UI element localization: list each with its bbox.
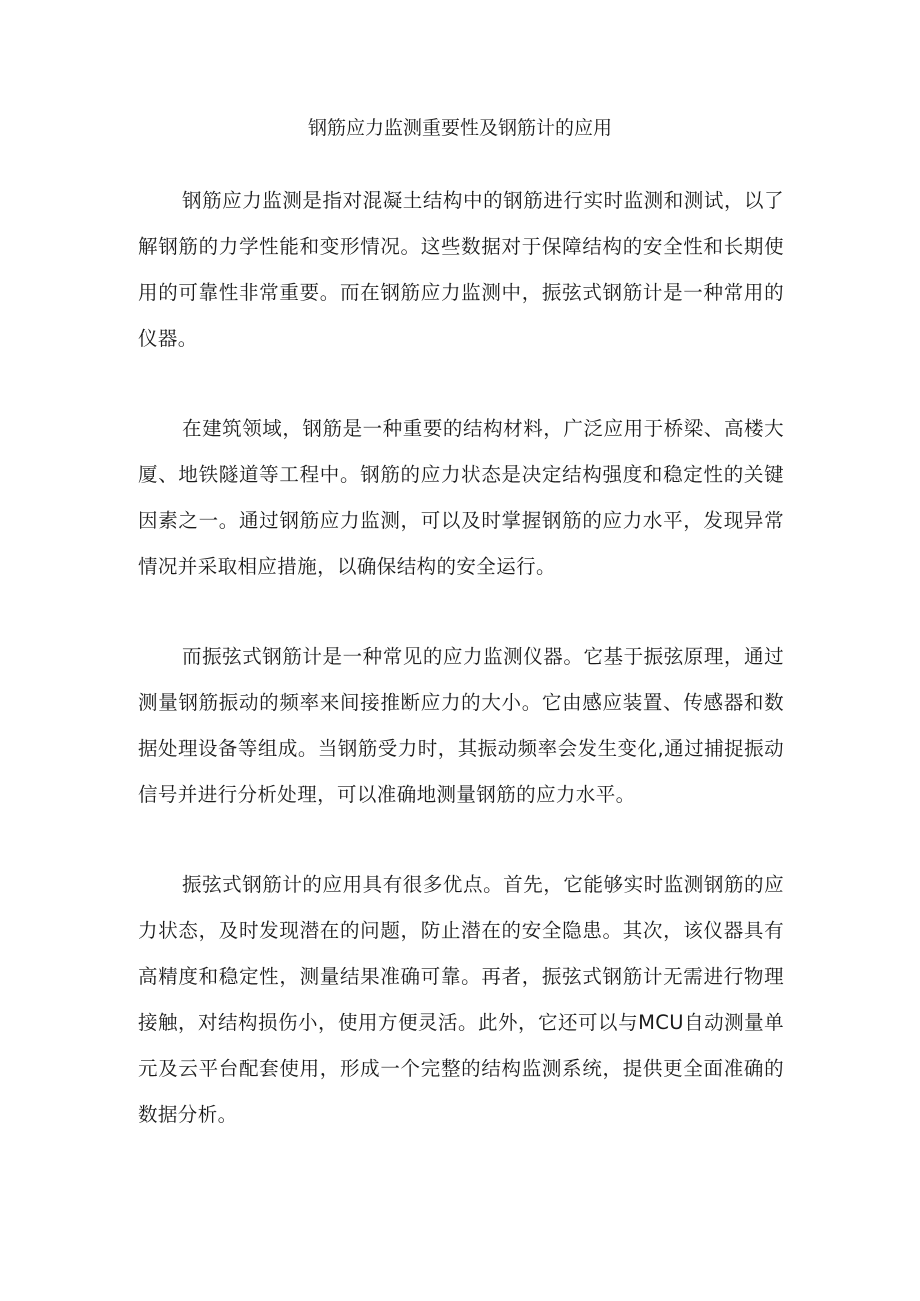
paragraph-4: 振弦式钢筋计的应用具有很多优点。首先，它能够实时监测钢筋的应力状态，及时发现潜在的问题，防止潜在的安全隐患。其次，该仪器具有高精度和稳定性，测量结果准确可靠。再者，振弦式钢筋计无需进行物理接触，对结构损伤小，使用方便灵活。此外，它还可以与MCU自动测量单元及云平台配套使用，形成一个完整的结构监测系统，提供更全面准确的数据分析。: [138, 873, 784, 1126]
paragraph-2: 在建筑领域，钢筋是一种重要的结构材料，广泛应用于桥梁、高楼大厦、地铁隧道等工程中。钢筋的应力状态是决定结构强度和稳定性的关键因素之一。通过钢筋应力监测，可以及时掌握钢筋的应力水平，发现异常情况并采取相应措施，以确保结构的安全运行。: [138, 417, 784, 578]
paragraph-3: 而振弦式钢筋计是一种常见的应力监测仪器。它基于振弦原理，通过测量钢筋振动的频率来间接推断应力的大小。它由感应装置、传感器和数据处理设备等组成。当钢筋受力时，其振动频率会发生变化,通过捕捉振动信号并进行分析处理，可以准确地测量钢筋的应力水平。: [138, 645, 784, 806]
document-title: 钢筋应力监测重要性及钢筋计的应用: [307, 117, 612, 139]
paragraph-1: 钢筋应力监测是指对混凝土结构中的钢筋进行实时监测和测试，以了解钢筋的力学性能和变形情况。这些数据对于保障结构的安全性和长期使用的可靠性非常重要。而在钢筋应力监测中，振弦式钢筋计是一种常用的仪器。: [138, 189, 784, 350]
document-body: [138, 178, 784, 1182]
